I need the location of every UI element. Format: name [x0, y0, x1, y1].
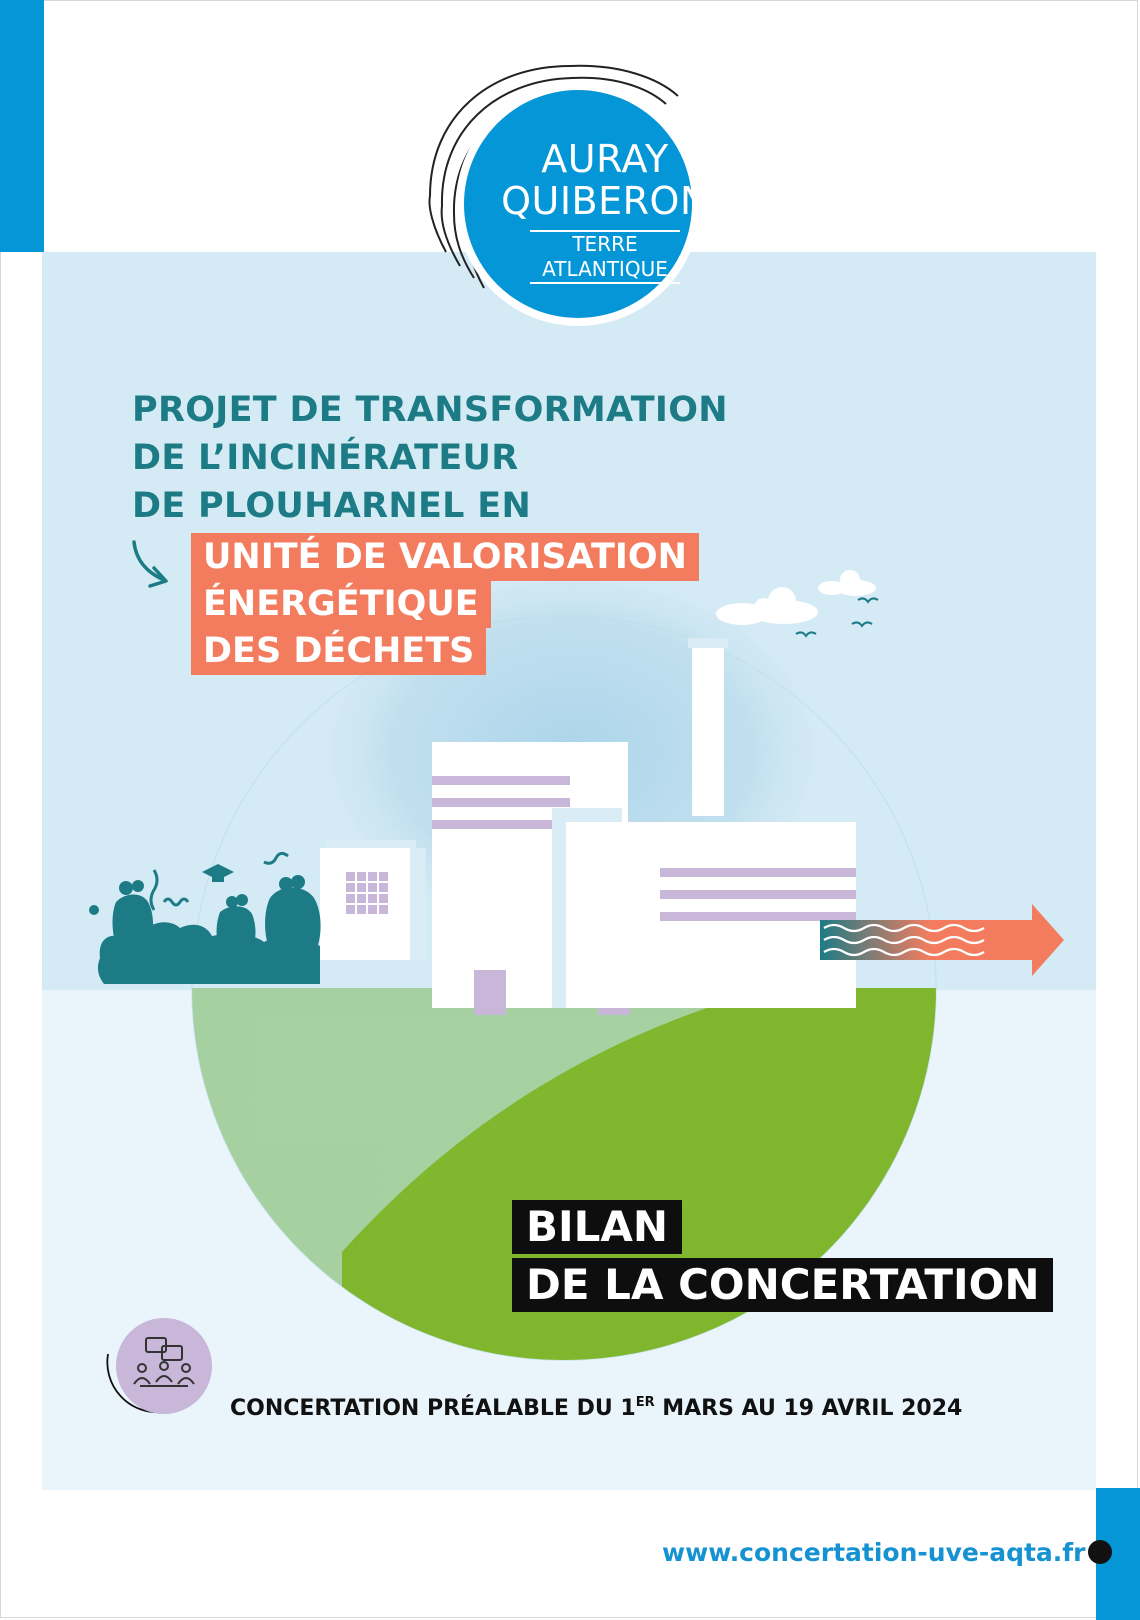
logo-terre: TERRE: [572, 232, 638, 256]
participation-icon-circle: [116, 1318, 212, 1414]
concertation-dates: [230, 1395, 962, 1421]
logo-auray: AURAY: [541, 137, 669, 181]
small-building: [320, 848, 410, 960]
logo-text: [490, 138, 720, 284]
website-link[interactable]: www.concertation-uve-aqta.fr: [662, 1538, 1086, 1567]
title-line-2: DE L’INCINÉRATEUR: [132, 438, 519, 478]
highlight-line-2: ÉNERGÉTIQUE: [191, 580, 491, 628]
waste-pile: [89, 853, 321, 984]
dates-before: CONCERTATION PRÉALABLE DU 1: [230, 1396, 636, 1421]
highlight-line-1: UNITÉ DE VALORISATION: [191, 533, 699, 581]
bilan-line-2: DE LA CONCERTATION: [512, 1258, 1053, 1312]
highlight-line-3: DES DÉCHETS: [191, 627, 486, 675]
cloud-icon: [716, 570, 876, 625]
chimney: [692, 646, 724, 816]
blue-tab-top: [0, 0, 44, 252]
bilan-line-1: BILAN: [512, 1200, 682, 1254]
bullet-dot: [1088, 1540, 1112, 1564]
title-line-3: DE PLOUHARNEL EN: [132, 486, 532, 526]
title-line-1: PROJET DE TRANSFORMATION: [132, 390, 728, 430]
dates-after: MARS AU 19 AVRIL 2024: [654, 1396, 963, 1421]
logo-quiberon: QUIBERON: [501, 179, 709, 223]
logo-subtitle: [530, 230, 680, 284]
dates-superscript: ER: [635, 1395, 655, 1410]
logo-atlantique: ATLANTIQUE: [542, 257, 668, 281]
